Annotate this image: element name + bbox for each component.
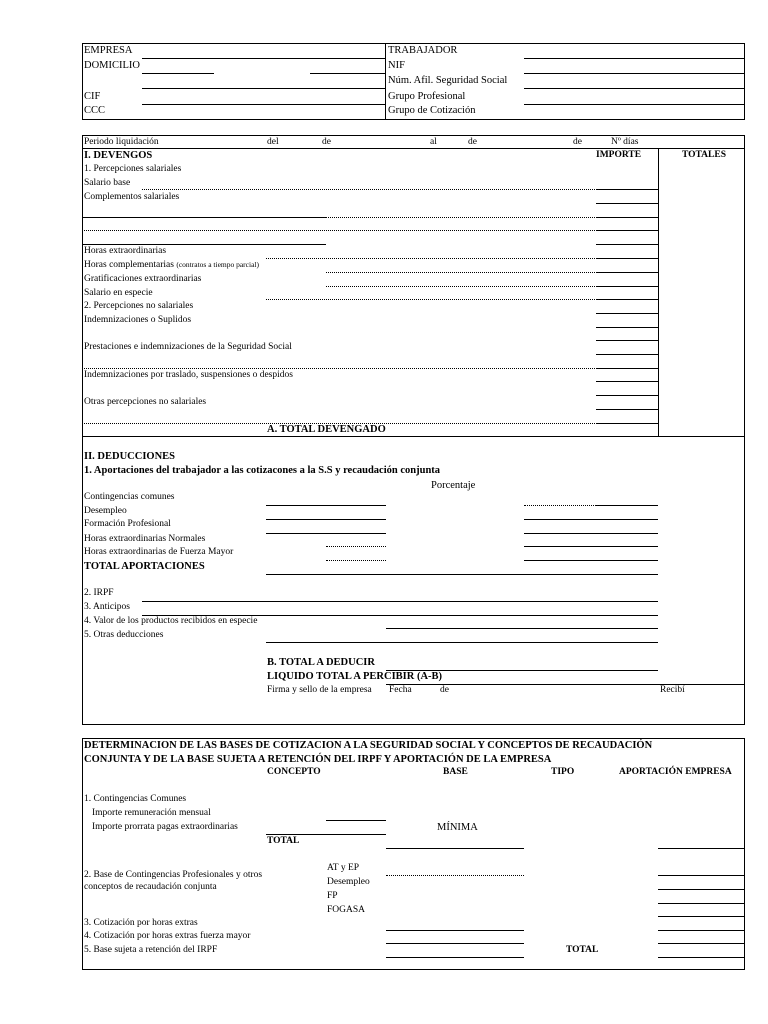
salario-especie-dots <box>266 299 595 300</box>
formacion-label: Formación Profesional <box>84 519 171 529</box>
percepciones-salariales-label: 1. Percepciones salariales <box>84 164 182 174</box>
liquido-label: LIQUIDO TOTAL A PERCIBIR (A-B) <box>267 671 443 682</box>
atyep-base-field[interactable] <box>386 875 524 876</box>
he-normales-pct[interactable] <box>326 546 386 547</box>
concepto-header: CONCEPTO <box>267 767 321 777</box>
fp-label: FP <box>327 891 338 901</box>
deducciones-title: II. DEDUCCIONES <box>84 451 176 462</box>
irpf-label: 2. IRPF <box>84 588 114 598</box>
cot-he-fm-label: 4. Cotización por horas extras fuerza mayor <box>84 931 251 941</box>
valor-productos-field[interactable] <box>386 628 658 629</box>
anticipos-label: 3. Anticipos <box>84 602 130 612</box>
indemnizaciones-field-3[interactable] <box>596 340 658 341</box>
header-divider <box>385 43 386 120</box>
otras-percepciones-field[interactable] <box>596 409 658 410</box>
atyep-aport-field[interactable] <box>658 875 745 876</box>
salario-especie-field[interactable] <box>596 299 658 300</box>
complementos-row-3[interactable] <box>82 244 326 245</box>
he-fuerza-importe[interactable] <box>524 560 658 561</box>
domicilio-label: DOMICILIO <box>84 60 140 71</box>
complementos-field-4[interactable] <box>596 244 658 245</box>
empresa-label: EMPRESA <box>84 45 133 56</box>
contingencias-dots <box>524 505 596 506</box>
formacion-pct[interactable] <box>266 533 386 534</box>
aportaciones-title: 1. Aportaciones del trabajador a las cotizacones a la S.S y recaudación conjunta <box>84 465 441 476</box>
periodo-del: del <box>267 137 279 147</box>
total-aportaciones-label: TOTAL APORTACIONES <box>84 561 205 572</box>
bases-total-base-field[interactable] <box>386 848 524 849</box>
otras-percepciones-label: Otras percepciones no salariales <box>84 397 207 407</box>
totales-header: TOTALES <box>682 150 727 160</box>
minima-label: MÍNIMA <box>437 822 478 833</box>
bases-total2-field[interactable] <box>658 957 745 958</box>
periodo-de-3: de <box>573 137 582 147</box>
traslado-field[interactable] <box>596 381 658 382</box>
desempleo-pct[interactable] <box>266 519 386 520</box>
horas-extra-label: Horas extraordinarias <box>84 246 167 256</box>
nif-field[interactable] <box>524 73 745 74</box>
horas-compl-field[interactable] <box>596 272 658 273</box>
complementos-field-1[interactable] <box>596 203 658 204</box>
prestaciones-label: Prestaciones e indemnizaciones de la Seguridad Social <box>84 342 292 352</box>
ccc-label: CCC <box>84 105 106 116</box>
base-prof-label-1: 2. Base de Contingencias Profesionales y otros <box>84 870 263 880</box>
percepciones-no-sal-label: 2. Percepciones no salariales <box>84 301 194 311</box>
he-fuerza-label: Horas extraordinarias de Fuerza Mayor <box>84 547 234 557</box>
traslado-field-2[interactable] <box>596 395 658 396</box>
domicilio-field-2[interactable] <box>310 73 385 74</box>
otras-deducciones-field[interactable] <box>266 642 658 643</box>
importe-prorrata-label: Importe prorrata pagas extraordinarias <box>92 822 238 832</box>
periodo-de-1: de <box>322 137 331 147</box>
complementos-row-1[interactable] <box>82 217 326 218</box>
gratificaciones-field[interactable] <box>596 286 658 287</box>
nif-label: NIF <box>388 60 405 71</box>
complementos-label: Complementos salariales <box>84 192 180 202</box>
periodo-row-line <box>82 148 745 149</box>
bases-title-1: DETERMINACION DE LAS BASES DE COTIZACION A LA SEGURIDAD SOCIAL Y CONCEPTOS DE RECAUDACIÓN <box>84 740 653 751</box>
fogasa-label: FOGASA <box>327 905 366 915</box>
fp-aport-field[interactable] <box>658 903 745 904</box>
importe-header: IMPORTE <box>596 150 642 160</box>
grupo-cotizacion-label: Grupo de Cotización <box>388 105 476 116</box>
base-prof-label-2: conceptos de recaudación conjunta <box>84 882 217 892</box>
horas-compl-note: (contratos a tiempo parcial) <box>176 260 260 269</box>
total-devengado-field[interactable] <box>386 436 745 437</box>
traslado-label: Indemnizaciones por traslado, suspensiones o despidos <box>84 370 293 380</box>
valor-productos-label: 4. Valor de los productos recibidos en especie <box>84 616 258 626</box>
salario-base-field[interactable] <box>596 189 658 190</box>
complementos-field-2[interactable] <box>596 217 658 218</box>
desempleo-base-label: Desempleo <box>327 877 370 887</box>
grupo-profesional-label: Grupo Profesional <box>388 91 466 102</box>
fogasa-aport-field[interactable] <box>658 916 745 917</box>
cot-he-base-field[interactable] <box>386 930 524 931</box>
he-fuerza-pct[interactable] <box>326 560 386 561</box>
bases-total2-label: TOTAL <box>566 945 599 955</box>
base-irpf-field[interactable] <box>386 957 524 958</box>
desempleo-aport-field[interactable] <box>658 889 745 890</box>
gratificaciones-label: Gratificaciones extraordinarias <box>84 274 202 284</box>
complementos-field-3[interactable] <box>596 230 658 231</box>
contingencias-importe[interactable] <box>596 505 658 506</box>
horas-compl-label: Horas complementarias (contratos a tiempo parcial) <box>84 260 260 270</box>
horas-extra-field[interactable] <box>596 258 658 259</box>
cot-he-label: 3. Cotización por horas extras <box>84 918 198 928</box>
num-afil-label: Núm. Afil. Seguridad Social <box>388 75 508 86</box>
base-header: BASE <box>443 767 468 777</box>
devengos-title: I. DEVENGOS <box>84 150 153 161</box>
grupo-profesional-field[interactable] <box>524 104 745 105</box>
otras-deducciones-label: 5. Otras deducciones <box>84 630 164 640</box>
periodo-label: Periodo liquidación <box>84 137 159 147</box>
importe-rem-field[interactable] <box>326 820 386 821</box>
importe-rem-label: Importe remuneración mensual <box>92 808 211 818</box>
desempleo-label: Desempleo <box>84 506 127 516</box>
cot-he-fm-base-field[interactable] <box>386 943 524 944</box>
indemnizaciones-field-2[interactable] <box>596 327 658 328</box>
trabajador-label: TRABAJADOR <box>388 45 458 56</box>
total-aportaciones-field[interactable] <box>266 574 658 575</box>
salario-especie-label: Salario en especie <box>84 288 153 298</box>
domicilio-field-3[interactable] <box>142 88 385 89</box>
empresa-field[interactable] <box>142 58 385 59</box>
bases-total-label: TOTAL <box>267 836 300 846</box>
irpf-field[interactable] <box>142 601 658 602</box>
bases-title-2: CONJUNTA Y DE LA BASE SUJETA A RETENCIÓN DEL IRPF Y APORTACIÓN DE LA EMPRESA <box>84 754 552 765</box>
cot-he-fm-aport-field[interactable] <box>658 943 745 944</box>
firma-label: Firma y sello de la empresa <box>267 685 372 695</box>
totales-column-line <box>658 148 659 437</box>
periodo-de-2: de <box>468 137 477 147</box>
horas-extra-dots <box>266 258 595 259</box>
cot-he-aport-field[interactable] <box>658 930 745 931</box>
base-irpf-label: 5. Base sujeta a retención del IRPF <box>84 945 218 955</box>
he-normales-label: Horas extraordinarias Normales <box>84 534 206 544</box>
atyep-label: AT y EP <box>327 863 360 873</box>
tipo-header: TIPO <box>551 767 575 777</box>
contingencias-comunes-label: Contingencias comunes <box>84 492 175 502</box>
periodo-al: al <box>430 137 437 147</box>
nomina-box <box>82 135 745 725</box>
importe-prorrata-field[interactable] <box>266 834 386 835</box>
porcentaje-label: Porcentaje <box>431 480 476 491</box>
salario-base-dots <box>142 189 595 190</box>
recibi-label: Recibí <box>660 685 685 695</box>
aportacion-header: APORTACIÓN EMPRESA <box>619 767 732 777</box>
complementos-dots-2 <box>82 230 595 231</box>
prestaciones-field[interactable] <box>596 354 658 355</box>
contingencias-pct[interactable] <box>266 505 386 506</box>
num-afil-field[interactable] <box>524 88 745 89</box>
domicilio-field-1[interactable] <box>142 73 214 74</box>
prestaciones-dots <box>82 368 595 369</box>
indemnizaciones-label: Indemnizaciones o Suplidos <box>84 315 192 325</box>
cif-field[interactable] <box>142 104 385 105</box>
indemnizaciones-field-1[interactable] <box>596 313 658 314</box>
he-normales-importe[interactable] <box>524 546 658 547</box>
num-dias-label: Nº días <box>611 137 639 147</box>
trabajador-field[interactable] <box>524 58 745 59</box>
horas-compl-dots <box>326 272 595 273</box>
prestaciones-field-2[interactable] <box>596 368 658 369</box>
bases-contingencias-label: 1. Contingencias Comunes <box>84 794 187 804</box>
salario-base-label: Salario base <box>84 178 131 188</box>
fecha-de-label: de <box>440 685 449 695</box>
total-deducir-label: B. TOTAL A DEDUCIR <box>267 657 375 668</box>
gratificaciones-dots <box>326 286 595 287</box>
fecha-label: Fecha <box>389 685 412 695</box>
cif-label: CIF <box>84 91 101 102</box>
complementos-dots-1 <box>326 217 595 218</box>
desempleo-importe[interactable] <box>524 519 658 520</box>
bases-total-aport-field[interactable] <box>658 848 745 849</box>
formacion-importe[interactable] <box>524 533 658 534</box>
total-devengado-label: A. TOTAL DEVENGADO <box>267 424 386 435</box>
otras-percepciones-field-2[interactable] <box>596 423 658 424</box>
